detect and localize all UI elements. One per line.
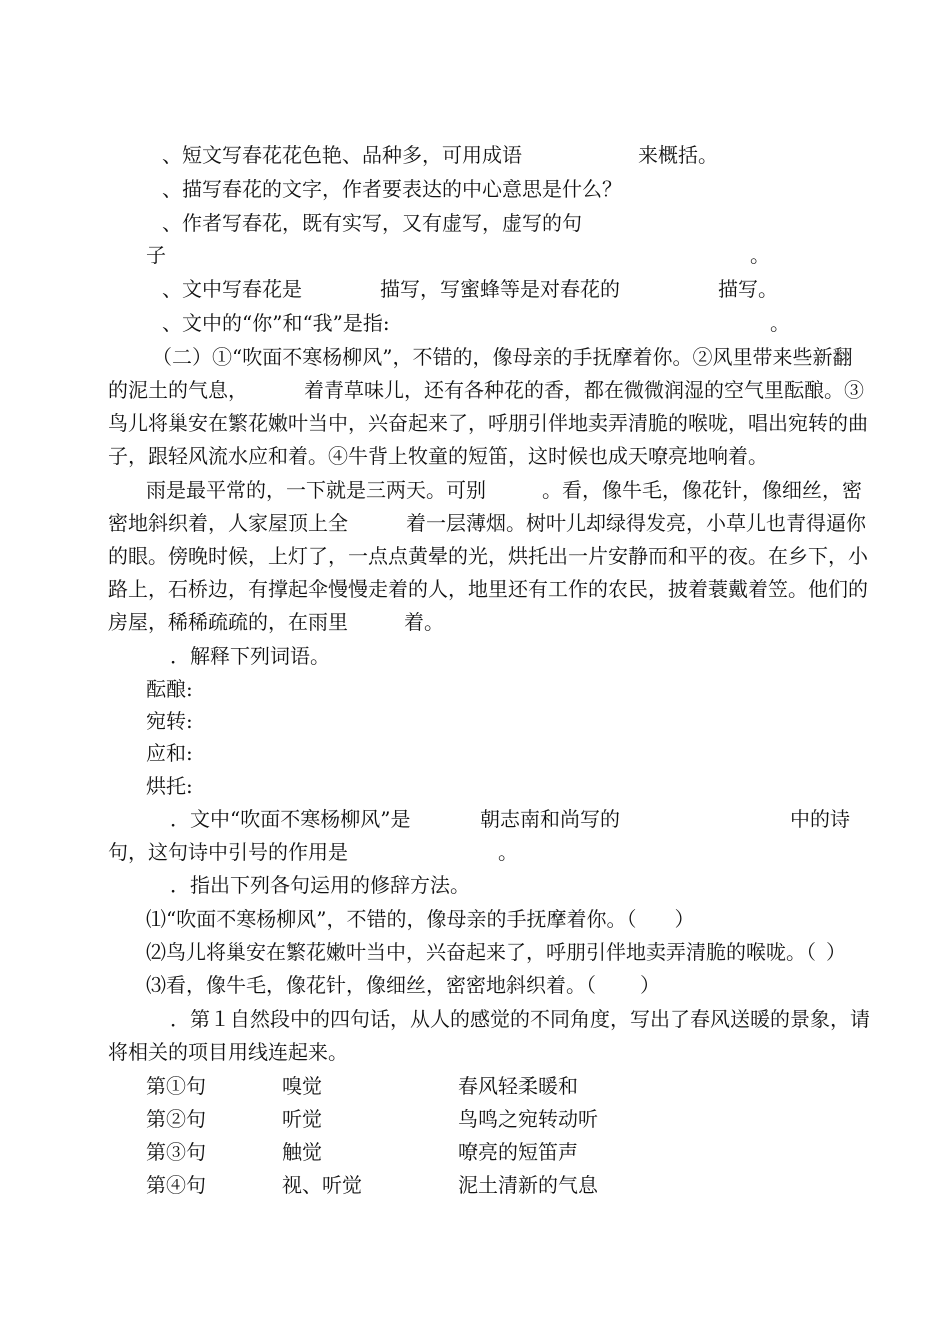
passage-p1-line2 bbox=[108, 378, 864, 402]
q5-line2: 将相关的项目用线连起来。 bbox=[108, 1040, 348, 1064]
q1-line-b: 、描写春花的文字，作者要表达的中心意思是什么？ bbox=[162, 177, 622, 201]
passage-text: 的眼。傍晚时候，上灯了，一点点黄晕的光，烘托出一片安静而和平的夜。在乡下，小 bbox=[108, 544, 868, 568]
q1-line-a bbox=[162, 143, 718, 167]
q5-row-3-b: 触觉 bbox=[282, 1140, 322, 1164]
q1-d2: 描写，写蜜蜂等是对春花的 bbox=[380, 277, 620, 301]
q1-d1: 、文中写春花是 bbox=[162, 277, 302, 301]
q2-title: ．解释下列词语。 bbox=[170, 644, 330, 668]
q3-part-b: 朝志南和尚写的 bbox=[480, 807, 620, 831]
q1-line-d bbox=[162, 277, 778, 301]
q2-word-3: 应和: bbox=[146, 741, 193, 765]
passage-p1-line3 bbox=[108, 411, 868, 435]
q5-row-2-a: 第②句 bbox=[146, 1107, 206, 1131]
q5-line1 bbox=[170, 1007, 870, 1031]
q3-part-c: 中的诗 bbox=[790, 807, 850, 831]
q5-row-3-a: 第③句 bbox=[146, 1140, 206, 1164]
q4-text: ⑵鸟儿将巢安在繁花嫩叶当中，兴奋起来了，呼朋引伴地卖弄清脆的喉咙。（ bbox=[146, 940, 816, 964]
q1-line-e-end: 。 bbox=[770, 311, 790, 335]
q4-text: ⑴“吹面不寒杨柳风”，不错的，像母亲的手抚摩着你。（ bbox=[146, 907, 637, 931]
q1-line-c2: 子 bbox=[146, 243, 166, 267]
passage-text: 密地斜织着，人家屋顶上全 bbox=[108, 511, 348, 535]
q2-word-4: 烘托: bbox=[146, 774, 193, 798]
q4-text: ⑶看，像牛毛，像花针，像细丝，密密地斜织着。（ bbox=[146, 973, 596, 997]
passage-text: 的泥土的气息， bbox=[108, 378, 248, 402]
passage-text: 房屋，稀稀疏疏的，在雨里 bbox=[108, 610, 348, 634]
q5-text: ．第１自然段中的四句话，从人的感觉的不同角度，写出了春风送暖的景象，请 bbox=[170, 1007, 870, 1031]
passage-text: 鸟儿将巢安在繁花嫩叶当中，兴奋起来了，呼朋引伴地卖弄清脆的喉咙，唱出宛转的曲 bbox=[108, 411, 868, 435]
q5-row-4-b: 视、听觉 bbox=[282, 1173, 362, 1197]
passage-p2-line4 bbox=[108, 577, 868, 601]
q1-a-tail: 来概括。 bbox=[638, 143, 718, 167]
passage-p2-line1 bbox=[146, 478, 862, 502]
q4-text: ） bbox=[674, 907, 695, 931]
q2-word-2: 宛转: bbox=[146, 709, 193, 733]
q2-word-1: 酝酿: bbox=[146, 677, 193, 701]
q4-title: ．指出下列各句运用的修辞方法。 bbox=[170, 873, 470, 897]
passage-text: 着。 bbox=[404, 610, 444, 634]
q3-line2-end: 。 bbox=[498, 840, 518, 864]
q1-d3: 描写。 bbox=[718, 277, 778, 301]
q3-part-a: ．文中“吹面不寒杨柳风”是 bbox=[170, 807, 411, 831]
passage-p1-line1 bbox=[152, 345, 853, 369]
q5-row-4-c: 泥土清新的气息 bbox=[458, 1173, 598, 1197]
q4-text: ） bbox=[826, 940, 846, 964]
q4-text: ） bbox=[640, 973, 660, 997]
q1-line-c2-end: 。 bbox=[750, 243, 770, 267]
q5-row-1-c: 春风轻柔暖和 bbox=[458, 1074, 578, 1098]
q4-sentence-3 bbox=[146, 973, 660, 997]
q1-line-c: 、作者写春花，既有实写，又有虚写，虚写的句 bbox=[162, 211, 582, 235]
q5-row-1-b: 嗅觉 bbox=[282, 1074, 322, 1098]
q5-row-4-a: 第④句 bbox=[146, 1173, 206, 1197]
passage-text: 路上，石桥边，有撑起伞慢慢走着的人，地里还有工作的农民，披着蓑戴着笠。他们的 bbox=[108, 577, 868, 601]
passage-text: 。看，像牛毛，像花针，像细丝，密 bbox=[542, 478, 862, 502]
q4-sentence-2 bbox=[146, 940, 846, 964]
q3-line2: 句，这句诗中引号的作用是 bbox=[108, 840, 348, 864]
passage-p1-line4: 子，跟轻风流水应和着。④牛背上牧童的短笛，这时候也成天嘹亮地响着。 bbox=[108, 444, 768, 468]
passage-p2-line3 bbox=[108, 544, 868, 568]
passage-text: 着一层薄烟。树叶儿却绿得发亮，小草儿也青得逼你 bbox=[406, 511, 866, 535]
q4-sentence-1 bbox=[146, 907, 694, 931]
passage-text: （二）①“吹面不寒杨柳风”，不错的，像母亲的手抚摩着你。②风里带来些新翻 bbox=[152, 345, 853, 369]
q1-a-text: 、短文写春花花色艳、品种多，可用成语 bbox=[162, 143, 522, 167]
q5-row-2-b: 听觉 bbox=[282, 1107, 322, 1131]
q5-row-1-a: 第①句 bbox=[146, 1074, 206, 1098]
passage-text: 着青草味儿，还有各种花的香，都在微微润湿的空气里酝酿。③ bbox=[304, 378, 864, 402]
q5-row-3-c: 嘹亮的短笛声 bbox=[458, 1140, 578, 1164]
q5-row-2-c: 鸟鸣之宛转动听 bbox=[458, 1107, 598, 1131]
passage-text: 雨是最平常的，一下就是三两天。可别 bbox=[146, 478, 486, 502]
passage-p2-line5 bbox=[108, 610, 444, 634]
q1-line-e: 、文中的“你”和“我”是指: bbox=[162, 311, 390, 335]
passage-p2-line2 bbox=[108, 511, 866, 535]
